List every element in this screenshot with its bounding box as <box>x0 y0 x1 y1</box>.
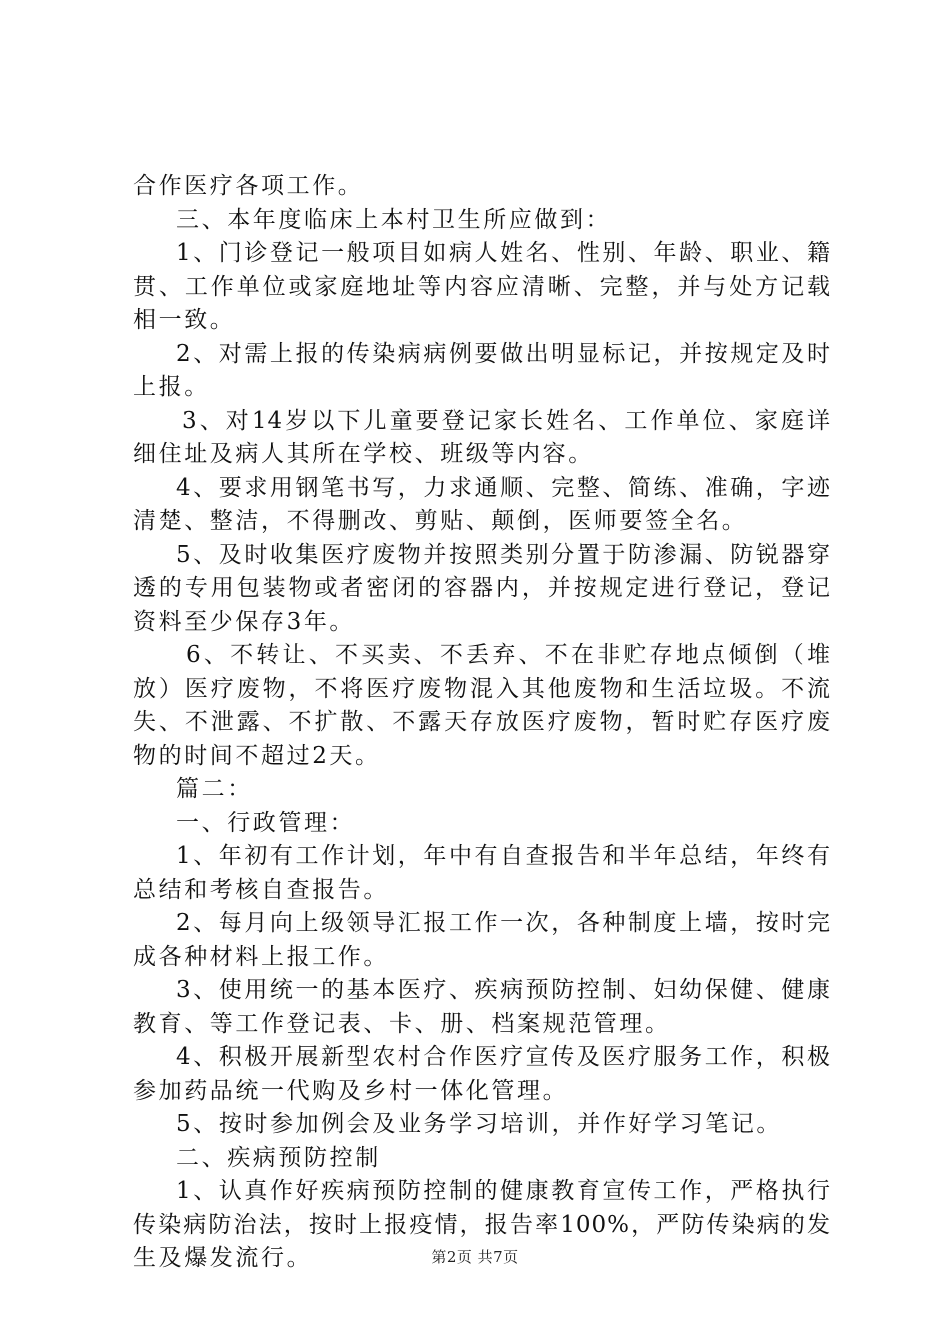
text-line: 清楚、整洁，不得删改、剪贴、颠倒，医师要签全名。 <box>133 508 748 534</box>
text-line: 教育、等工作登记表、卡、册、档案规范管理。 <box>133 1010 671 1037</box>
document-body <box>133 170 831 1276</box>
text-line: 上报。 <box>133 374 210 400</box>
text-line: 2、对需上报的传染病病例要做出明显标记，并按规定及时 <box>176 340 831 367</box>
text-line: 5、及时收集医疗废物并按照类别分置于防渗漏、防锐器穿 <box>176 541 831 568</box>
text-line: 4、要求用钢笔书写，力求通顺、完整、简练、准确，字迹 <box>176 474 831 501</box>
text-line: 3、使用统一的基本医疗、疾病预防控制、妇幼保健、健康 <box>176 977 831 1003</box>
section-heading: 篇二： <box>176 776 253 802</box>
text-line: 总结和考核自查报告。 <box>133 876 389 903</box>
text-line: 1、认真作好疾病预防控制的健康教育宣传工作，严格执行 <box>176 1178 831 1204</box>
text-line: 相一致。 <box>133 307 236 333</box>
text-line: 失、不泄露、不扩散、不露天存放医疗废物，暂时贮存医疗废 <box>133 709 831 735</box>
text-line: 参加药品统一代购及乡村一体化管理。 <box>133 1077 569 1104</box>
text-line: 生及爆发流行。 <box>133 1245 313 1271</box>
page-number: 第2页 共7页 <box>431 1248 519 1266</box>
text-line: 1、门诊登记一般项目如病人姓名、性别、年龄、职业、籍 <box>176 240 831 266</box>
text-line: 2、每月向上级领导汇报工作一次，各种制度上墙，按时完 <box>176 910 831 936</box>
text-line: 4、积极开展新型农村合作医疗宣传及医疗服务工作，积极 <box>176 1044 831 1070</box>
text-line: 物的时间不超过2天。 <box>133 742 381 769</box>
text-line: 合作医疗各项工作。 <box>133 173 364 199</box>
text-line: 细住址及病人其所在学校、班级等内容。 <box>133 441 594 467</box>
text-line: 成各种材料上报工作。 <box>133 943 389 970</box>
text-line: 3、对14岁以下儿童要登记家长姓名、工作单位、家庭详 <box>182 407 831 434</box>
text-line: 6、不转让、不买卖、不丢弃、不在非贮存地点倾倒（堆 <box>186 642 831 668</box>
text-line: 资料至少保存3年。 <box>133 608 356 635</box>
text-line: 贯、工作单位或家庭地址等内容应清晰、完整，并与处方记载 <box>133 273 831 300</box>
text-line: 5、按时参加例会及业务学习培训，并作好学习笔记。 <box>176 1111 783 1137</box>
section-heading: 三、本年度临床上本村卫生所应做到： <box>176 206 612 233</box>
text-line: 透的专用包装物或者密闭的容器内，并按规定进行登记，登记 <box>133 575 831 601</box>
text-line: 放）医疗废物，不将医疗废物混入其他废物和生活垃圾。不流 <box>133 675 831 702</box>
section-heading: 一、行政管理： <box>176 809 356 836</box>
section-heading: 二、疾病预防控制 <box>176 1144 381 1171</box>
text-line: 传染病防治法，按时上报疫情，报告率100%，严防传染病的发 <box>133 1211 831 1238</box>
text-line: 1、年初有工作计划，年中有自查报告和半年总结，年终有 <box>176 843 831 869</box>
